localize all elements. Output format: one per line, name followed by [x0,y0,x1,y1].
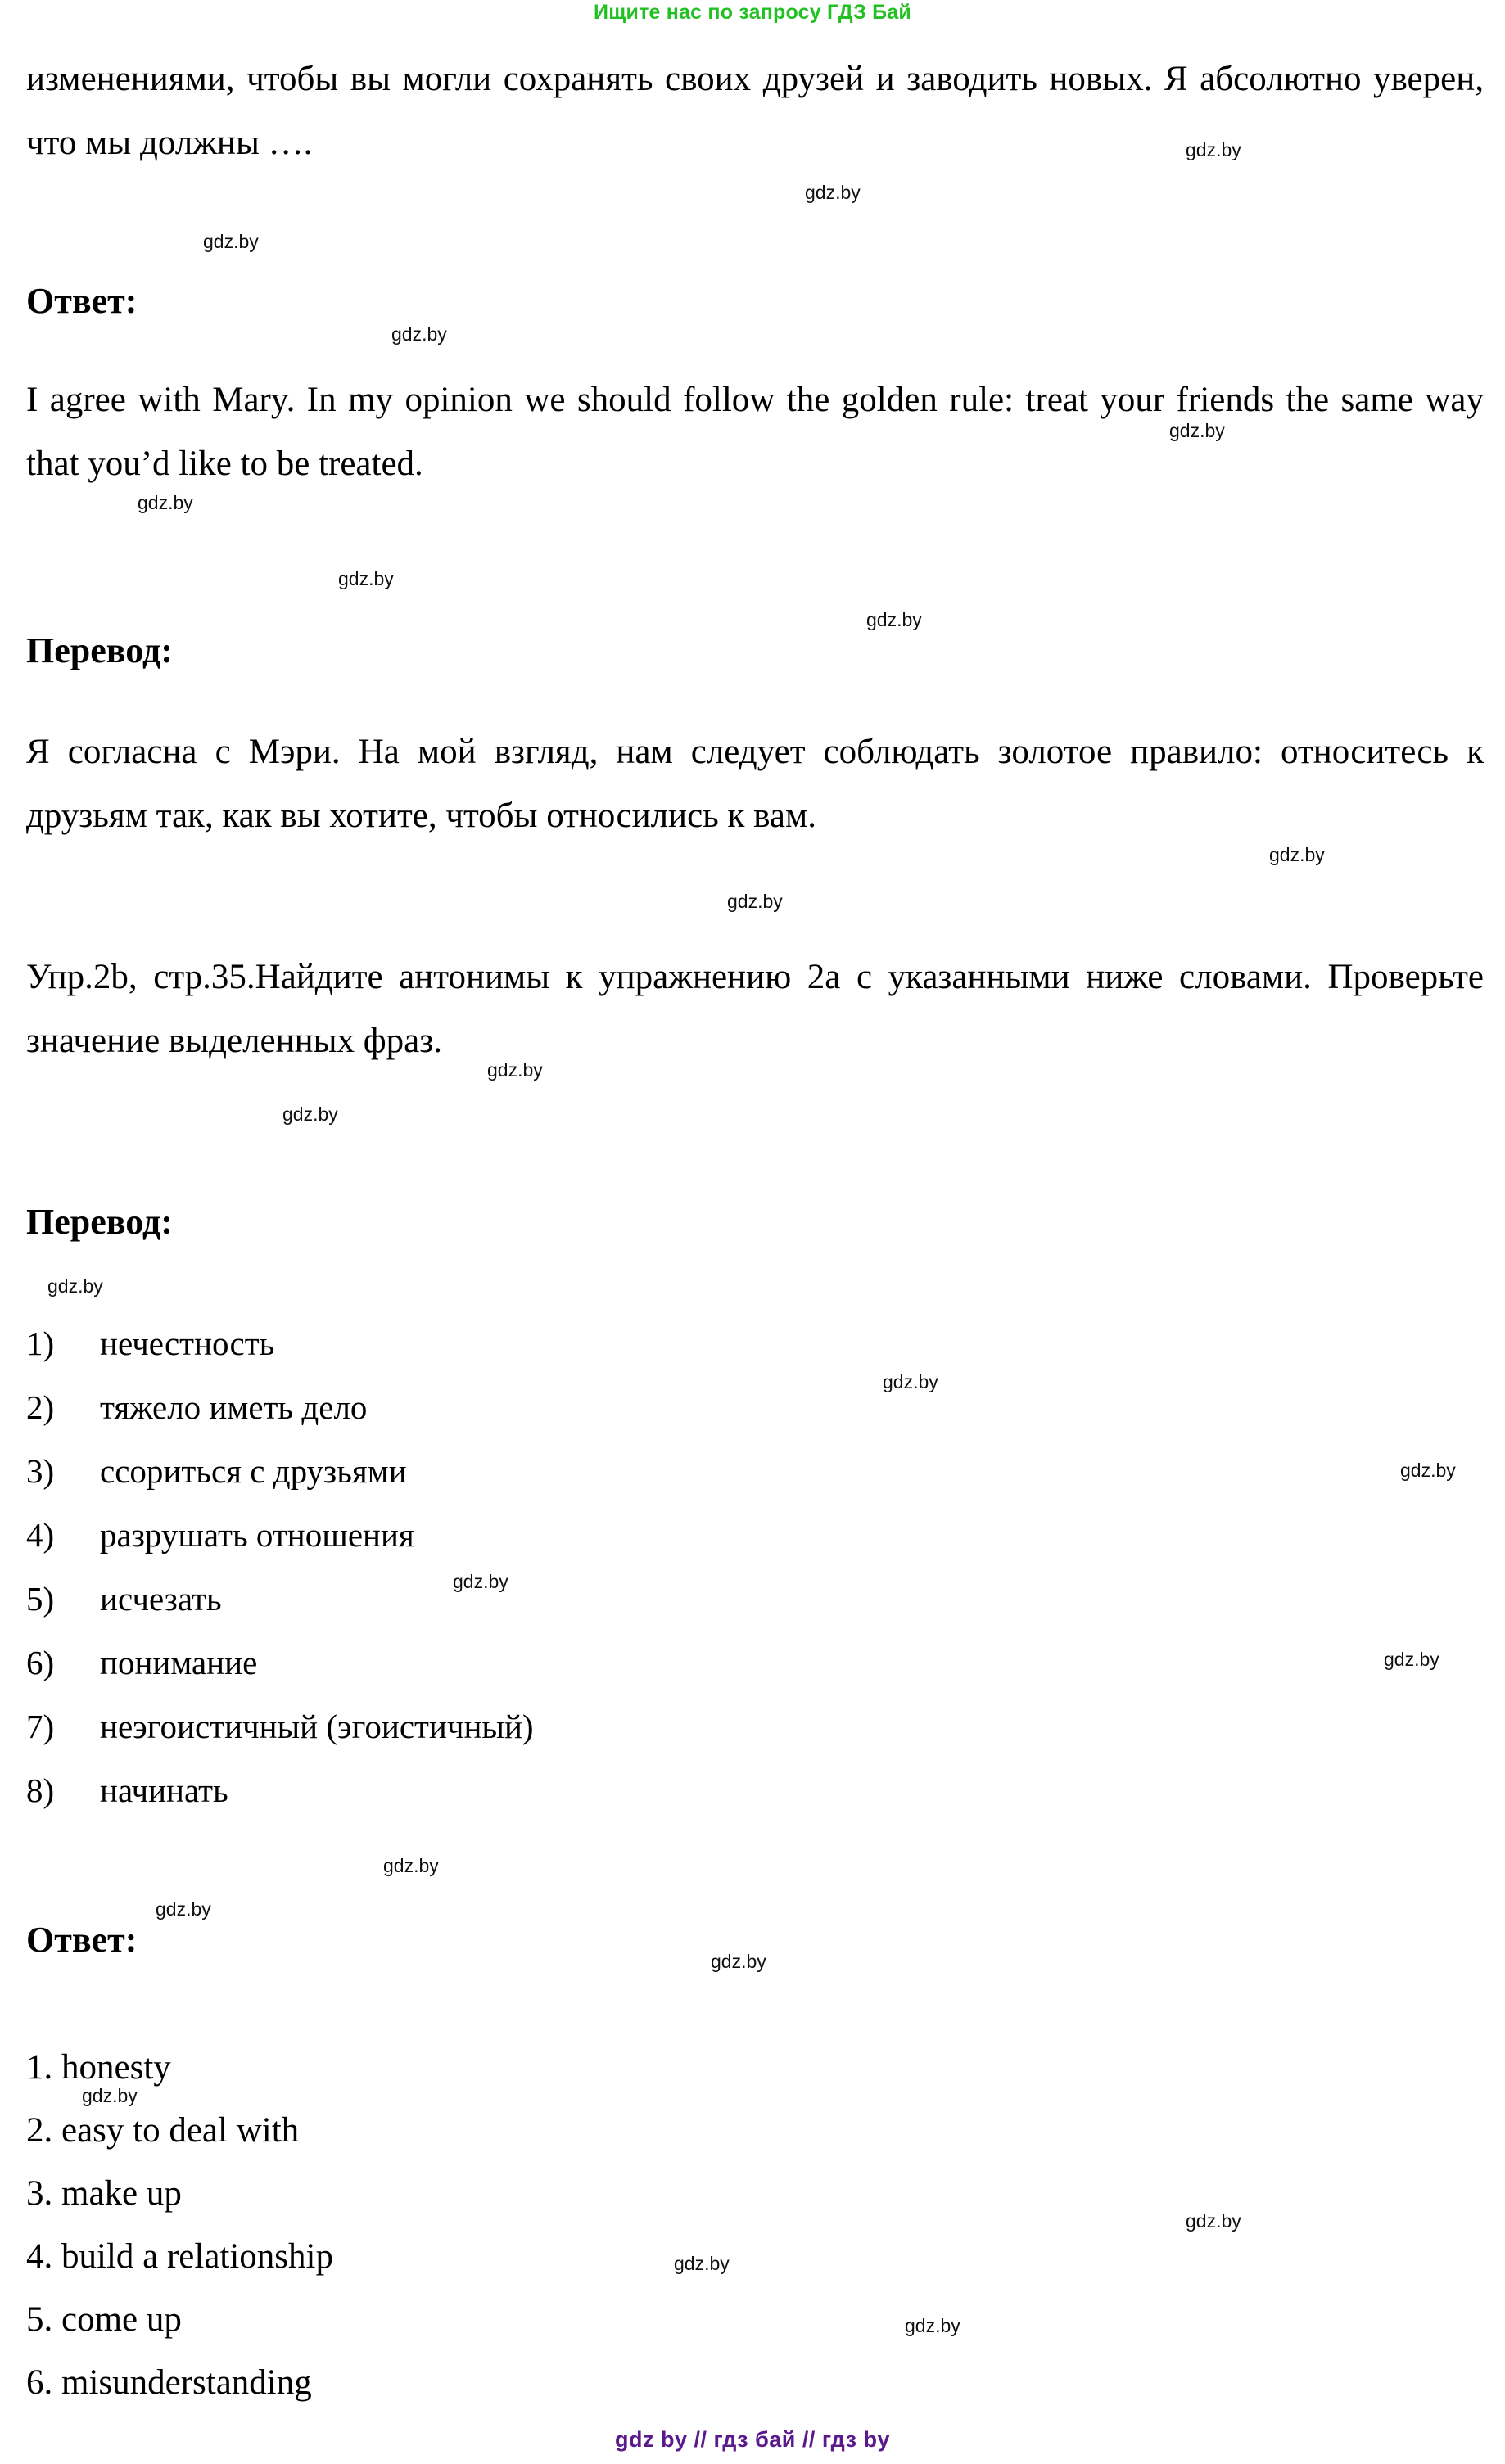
watermark-label: gdz.by [727,891,783,912]
list-item-index: 5) [26,1580,55,1618]
list-item [26,1375,845,1439]
watermark-label: gdz.by [383,1855,439,1876]
watermark-label: gdz.by [391,323,447,345]
translation-heading-1: Перевод: [26,630,173,670]
watermark-label: gdz.by [905,2315,960,2336]
watermark-label: gdz.by [453,1571,508,1592]
list-item: 4. build a relationship [26,2237,333,2276]
list-item-index: 4) [26,1516,55,1554]
list-item-label: неэгоистичный (эгоистичный) [100,1708,534,1745]
watermark-label: gdz.by [866,609,922,630]
watermark-label: gdz.by [1384,1649,1439,1670]
list-item-index: 8) [26,1771,55,1809]
answer-paragraph-english: I agree with Mary. In my opinion we should follow the golden rule: treat your friends the same way that you’d like to be treated. [26,381,1484,483]
list-item [26,1567,845,1631]
task-text-paragraph: изменениями, чтобы вы могли сохранять своих друзей и заводить новых. Я абсолютно уверен, что мы должны …. [26,60,1484,162]
watermark-label: gdz.by [1400,1460,1456,1481]
answer-heading-2: Ответ: [26,1920,138,1960]
watermark-label: gdz.by [1269,844,1325,865]
list-item [26,1631,845,1695]
watermark-label: gdz.by [487,1059,543,1081]
list-item-label: исчезать [100,1580,222,1618]
list-item-index: 3) [26,1452,55,1490]
watermark-label: gdz.by [805,182,861,203]
list-item-label: понимание [100,1644,258,1681]
site-footer-links: gdz by // гдз бай // гдз by [614,2427,891,2452]
watermark-label: gdz.by [47,1275,103,1297]
watermark-label: gdz.by [282,1103,338,1125]
list-item-index: 2) [26,1388,55,1426]
watermark-label: gdz.by [138,492,193,513]
translation-heading-2: Перевод: [26,1202,173,1242]
translation-paragraph-russian: Я согласна с Мэри. На мой взгляд, нам следует соблюдать золотое правило: относитесь к друзьям так, как вы хотите, чтобы относились к вам. [26,733,1484,835]
watermark-label: gdz.by [1186,139,1241,160]
translation-list [26,1311,845,1822]
list-item: 1. honesty [26,2048,171,2087]
list-item-label: тяжело иметь дело [100,1388,368,1426]
list-item [26,1503,845,1567]
watermark-label: gdz.by [674,2253,730,2274]
answer-list [26,2036,845,2414]
watermark-label: gdz.by [156,1898,211,1920]
list-item: 6. misunderstanding [26,2363,312,2402]
list-item-index: 7) [26,1708,55,1745]
list-item [26,1695,845,1758]
list-item-index: 1) [26,1325,55,1362]
list-item [26,1311,845,1375]
list-item-label: ссориться с друзьями [100,1452,407,1490]
watermark-label: gdz.by [338,568,394,589]
list-item-index: 6) [26,1644,55,1681]
list-item: 3. make up [26,2174,182,2213]
list-item: 5. come up [26,2300,182,2339]
watermark-label: gdz.by [883,1371,938,1392]
list-item-label: начинать [100,1771,228,1809]
answer-heading-1: Ответ: [26,281,138,321]
watermark-label: gdz.by [1169,420,1225,441]
watermark-label: gdz.by [1186,2210,1241,2232]
watermark-label: gdz.by [82,2085,138,2106]
exercise-instruction-paragraph: Упр.2b, стр.35.Найдите антонимы к упражнению 2a с указанными ниже словами. Проверьте значение выделенных фраз. [26,958,1484,1060]
watermark-label: gdz.by [711,1951,766,1972]
list-item-label: нечестность [100,1325,275,1362]
list-item [26,1758,845,1822]
watermark-label: gdz.by [203,231,259,252]
promo-header: Ищите нас по запросу ГДЗ Бай [594,1,911,24]
list-item [26,1439,845,1503]
list-item: 2. easy to deal with [26,2111,300,2150]
list-item-label: разрушать отношения [100,1516,414,1554]
